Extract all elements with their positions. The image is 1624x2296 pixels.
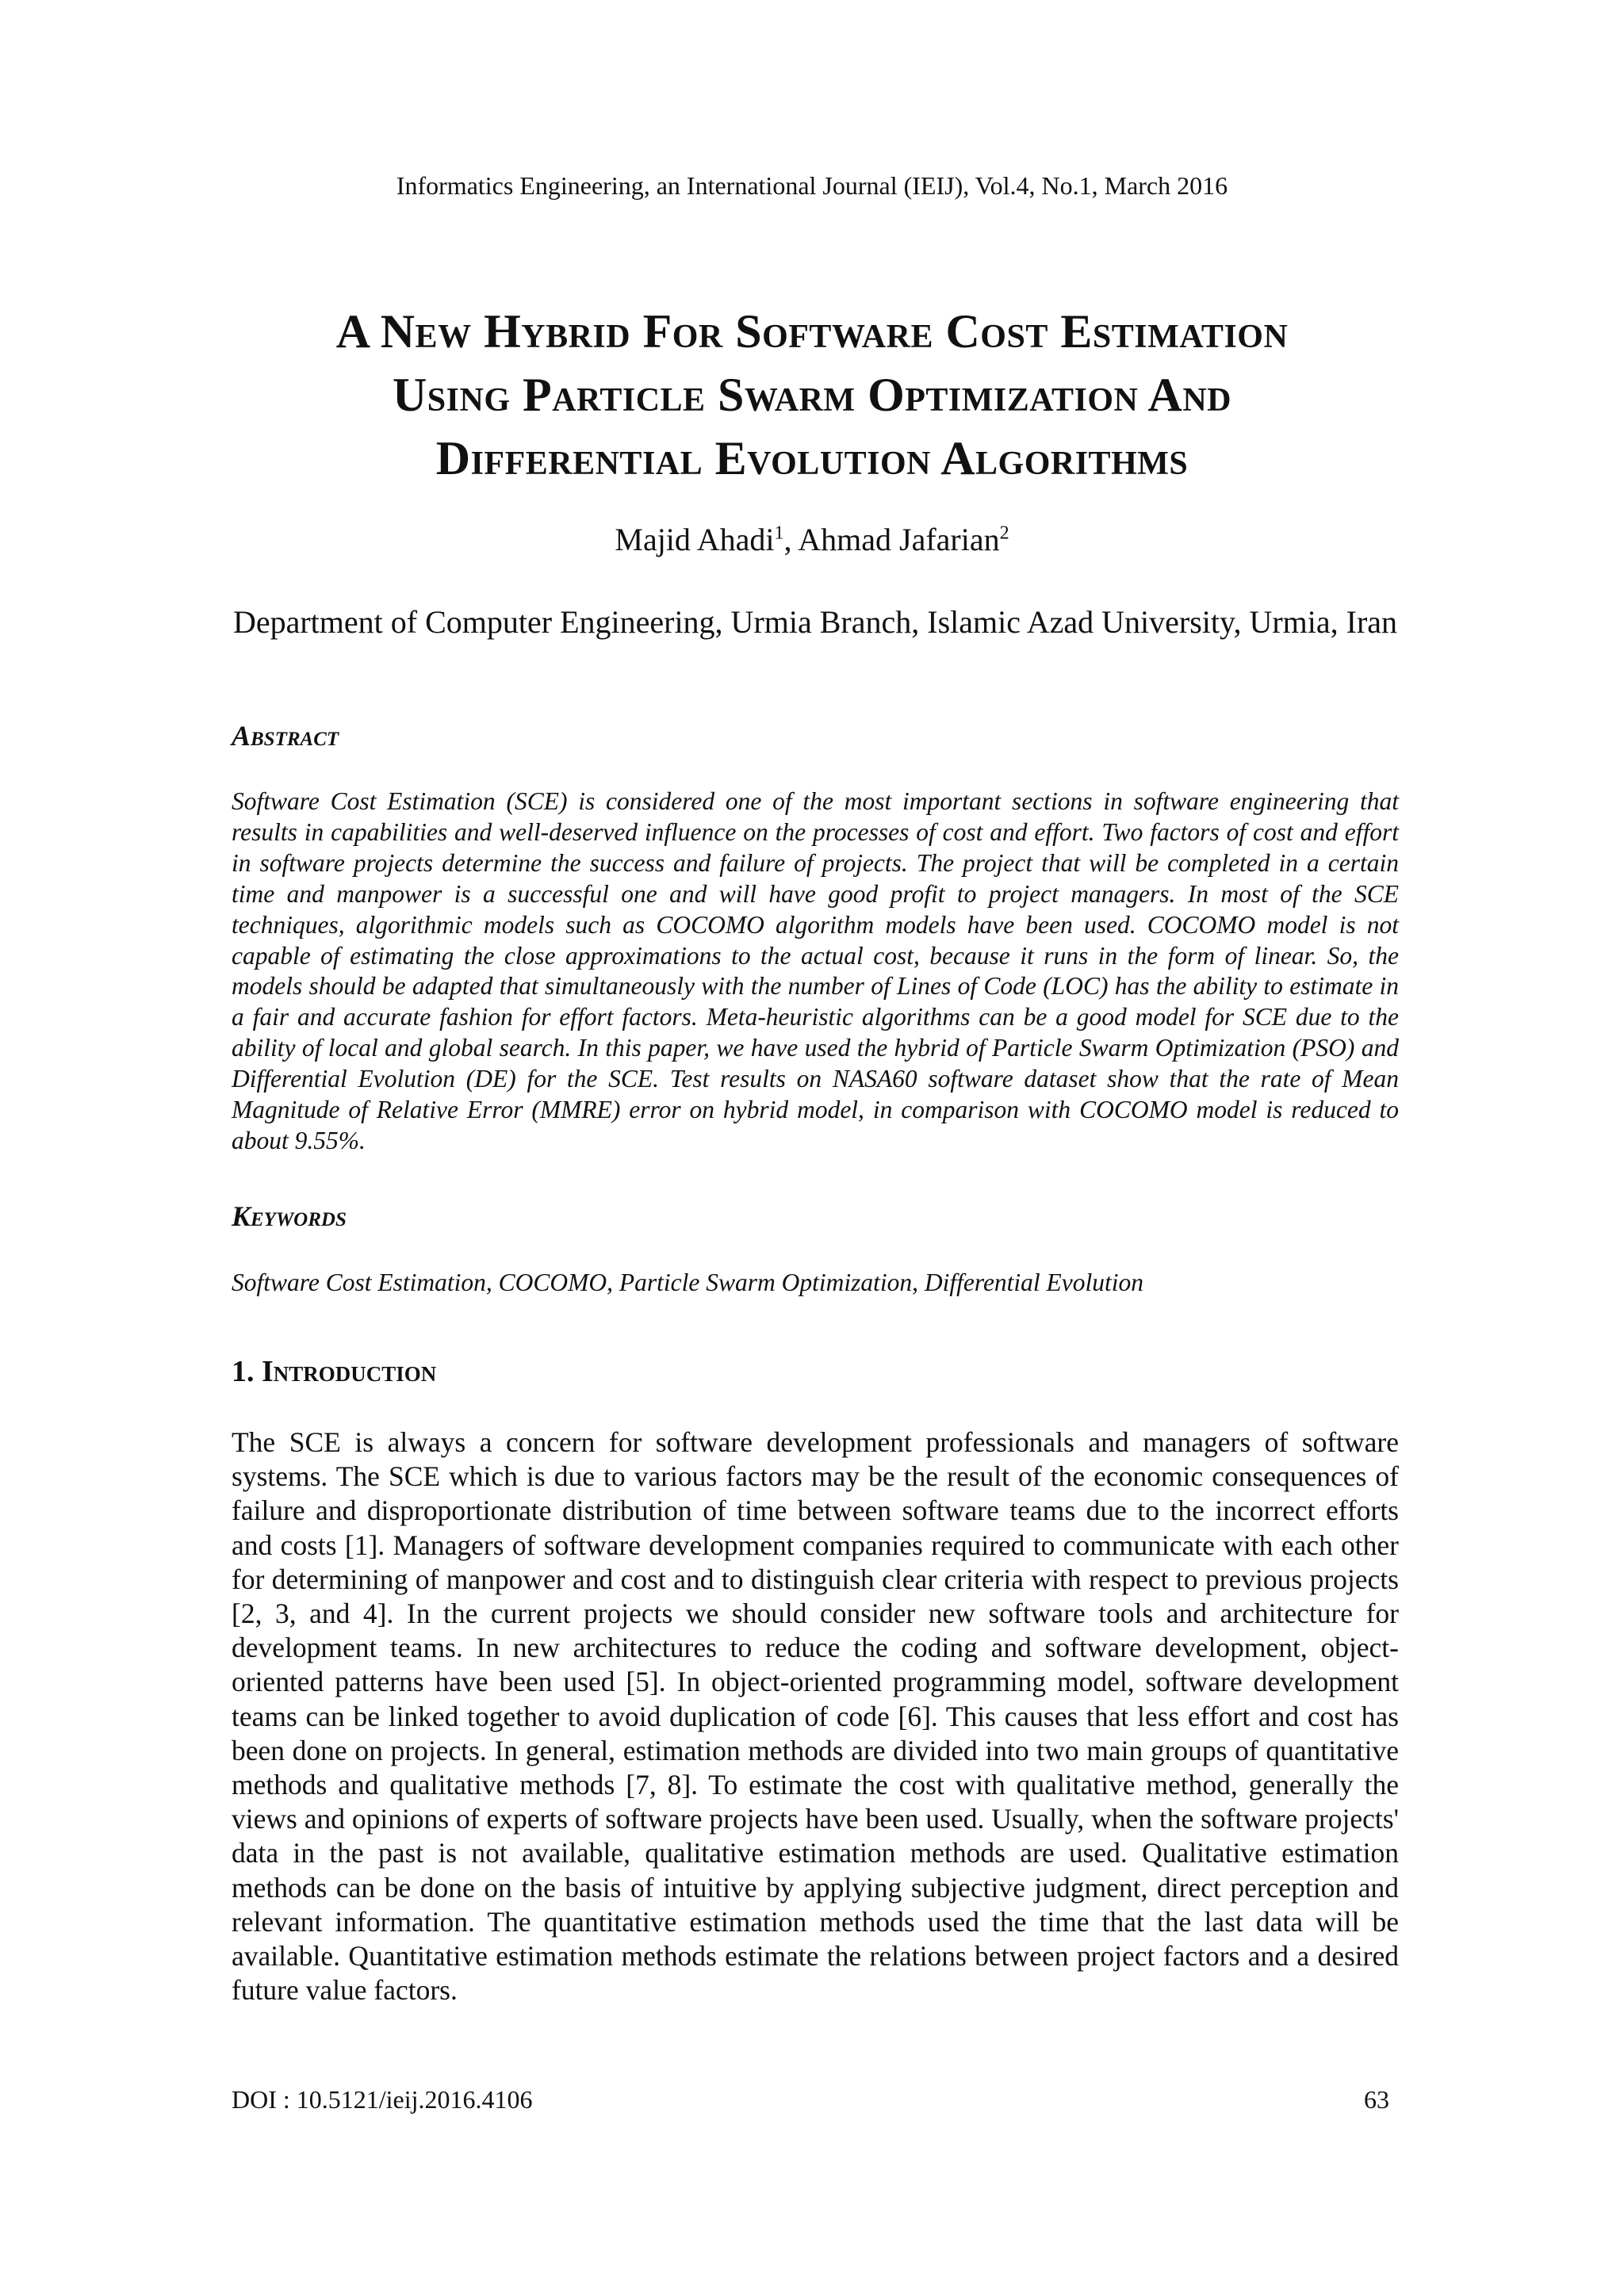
author-separator: , <box>783 522 799 557</box>
title-line-3: Differential Evolution Algorithms <box>435 432 1189 484</box>
author-list <box>0 520 1624 560</box>
keywords-heading: Keywords <box>232 1200 347 1232</box>
author-affiliation: Department of Computer Engineering, Urmia Branch, Islamic Azad University, Urmia, Iran <box>232 604 1398 640</box>
author-affiliation-mark-1: 1 <box>774 522 784 544</box>
author-affiliation-mark-2: 2 <box>999 522 1009 544</box>
abstract-heading: Abstract <box>232 720 339 752</box>
abstract-text: Software Cost Estimation (SCE) is considered one of the most important sections in software engineering that results in capabilities and well-deserved influence on the processes of cost and effort. Two factors of cost and effort in software projects determine the success and failure of projects. The project that will be completed in a certain time and manpower is a successful one and will have good profit to project managers. In most of the SCE techniques, algorithmic models such as COCOMO algorithm models have been used. COCOMO model is not capable of estimating the close approximations to the actual cost, because it runs in the form of linear. So, the models should be adapted that simultaneously with the number of Lines of Code (LOC) has the ability to estimate in a fair and accurate fashion for effort factors. Meta-heuristic algorithms can be a good model for SCE due to the ability of local and global search. In this paper, we have used the hybrid of Particle Swarm Optimization (PSO) and Differential Evolution (DE) for the SCE. Test results on NASA60 software dataset show that the rate of Mean Magnitude of Relative Error (MMRE) error on hybrid model, in comparison with COCOMO model is reduced to about 9.55%. <box>232 787 1399 1154</box>
introduction-heading: 1. Introduction <box>232 1355 437 1388</box>
keywords-text: Software Cost Estimation, COCOMO, Particle Swarm Optimization, Differential Evolution <box>232 1269 1144 1296</box>
running-head: Informatics Engineering, an International Journal (IEIJ), Vol.4, No.1, March 2016 <box>396 171 1228 200</box>
author-name-2: Ahmad Jafarian <box>798 522 1000 557</box>
title-line-1: A New Hybrid For Software Cost Estimation <box>335 305 1289 358</box>
paper-title <box>190 300 1434 490</box>
page-number: 63 <box>1364 2085 1389 2114</box>
introduction-paragraph: The SCE is always a concern for software development professionals and managers of software systems. The SCE which is due to various factors may be the result of the economic consequences of failure and disproportionate distribution of time between software teams due to the incorrect efforts and costs [1]. Managers of software development companies required to communicate with each other for determining of manpower and cost and to distinguish clear criteria with respect to previous projects [2, 3, and 4]. In the current projects we should consider new software tools and architecture for development teams. In new architectures to reduce the coding and software development, object-oriented patterns have been used [5]. In object-oriented programming model, software development teams can be linked together to avoid duplication of code [6]. This causes that less effort and cost has been done on projects. In general, estimation methods are divided into two main groups of quantitative methods and qualitative methods [7, 8]. To estimate the cost with qualitative method, generally the views and opinions of experts of software projects have been used. Usually, when the software projects' data in the past is not available, qualitative estimation methods are used. Qualitative estimation methods can be done on the basis of intuitive by applying subjective judgment, direct perception and relevant information. The quantitative estimation methods used the time that the last data will be available. Quantitative estimation methods estimate the relations between project factors and a desired future value factors. <box>232 1426 1399 2007</box>
doi-footer: DOI : 10.5121/ieij.2016.4106 <box>232 2085 533 2114</box>
title-line-2: Using Particle Swarm Optimization And <box>392 369 1232 421</box>
author-name-1: Majid Ahadi <box>615 522 775 557</box>
